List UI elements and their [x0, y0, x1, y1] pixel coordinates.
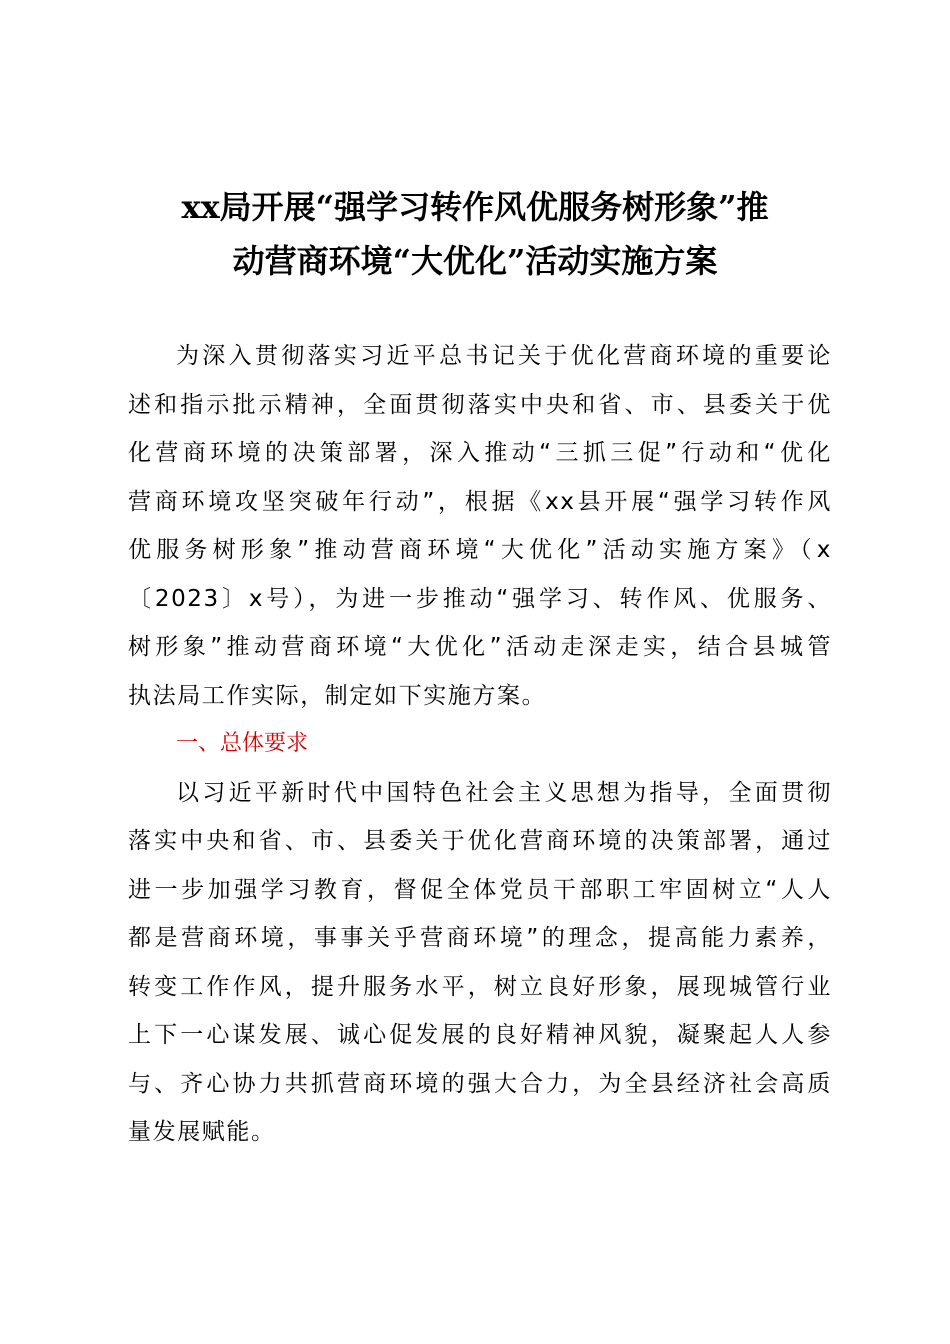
intro-line: 为深入贯彻落实习近平总书记关于优化营商环境的重要论 — [176, 343, 832, 369]
intro-line: 述和指示批示精神，全面贯彻落实中央和省、市、县委关于优 — [128, 391, 832, 418]
intro-line: 树形象”推动营商环境“大优化”活动走深走实，结合县城管 — [128, 634, 832, 660]
intro-line: 优服务树形象”推动营商环境“大优化”活动实施方案》（x — [128, 537, 832, 563]
section1-line: 上下一心谋发展、诚心促发展的良好精神风貌，凝聚起人人参 — [128, 1022, 832, 1048]
section1-line: 转变工作作风，提升服务水平，树立良好形象，展现城管行业 — [128, 973, 832, 1000]
document-title — [120, 180, 830, 288]
document-body — [128, 332, 832, 1157]
title-line-2: 动营商环境“大优化”活动实施方案 — [232, 242, 718, 280]
section1-paragraph — [128, 769, 832, 1157]
intro-line: 〔2023〕x号），为进一步推动“强学习、转作风、优服务、 — [128, 585, 832, 612]
section1-line: 落实中央和省、市、县委关于优化营商环境的决策部署，通过 — [128, 828, 832, 854]
section1-line: 与、齐心协力共抓营商环境的强大合力，为全县经济社会高质 — [128, 1070, 832, 1097]
section1-line: 都是营商环境，事事关乎营商环境”的理念，提高能力素养， — [128, 925, 832, 951]
section1-line: 进一步加强学习教育，督促全体党员干部职工牢固树立“人人 — [128, 876, 832, 903]
intro-paragraph — [128, 332, 832, 720]
title-line-1: xx局开展“强学习转作风优服务树形象”推 — [181, 188, 769, 226]
section1-line: 以习近平新时代中国特色社会主义思想为指导，全面贯彻 — [176, 779, 832, 806]
section1-line: 量发展赋能。 — [128, 1119, 276, 1145]
intro-line: 化营商环境的决策部署，深入推动“三抓三促”行动和“优化 — [128, 440, 832, 466]
intro-line: 执法局工作实际，制定如下实施方案。 — [128, 682, 547, 709]
section-heading-general-requirements: 一、总体要求 — [176, 731, 309, 756]
intro-line: 营商环境攻坚突破年行动”，根据《xx县开展“强学习转作风 — [128, 488, 832, 515]
